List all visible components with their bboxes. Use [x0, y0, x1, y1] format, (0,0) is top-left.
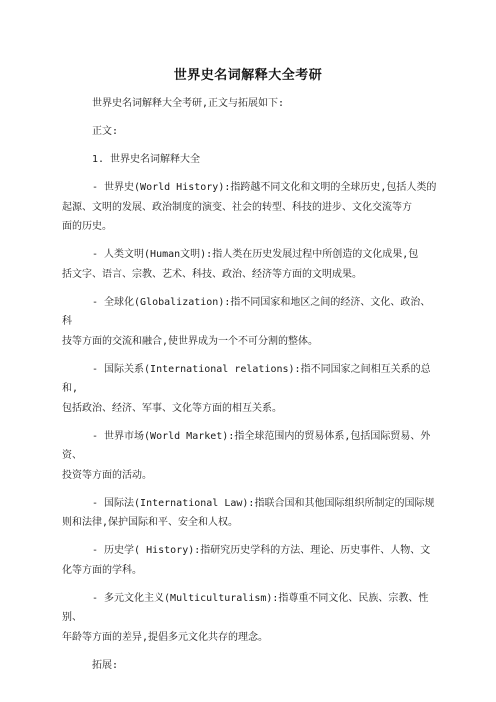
- paragraph: [62, 245, 440, 284]
- paragraph: [62, 427, 440, 486]
- paragraph-line: 包括政治、经济、军事、文化等方面的相互关系。: [62, 402, 282, 414]
- paragraph-line: - 世界市场(World Market):指全球范围内的贸易体系,包括国际贸易、外资、: [62, 430, 431, 461]
- paragraph-line: 正文:: [92, 126, 119, 137]
- paragraph: [62, 94, 440, 114]
- paragraph: [62, 178, 440, 237]
- paragraph: [62, 360, 440, 419]
- paragraph-line: - 国际关系(International relations):指不同国家之间相互关系的总和,: [62, 363, 431, 394]
- paragraph-line: - 国际法(International Law):指联合国和其他国际组织所制定的国际规: [92, 497, 435, 509]
- paragraph-line: 化等方面的学科。: [62, 564, 142, 576]
- paragraph-line: 技等方面的交流和融合,使世界成为一个不可分割的整体。: [62, 335, 319, 347]
- paragraph: [62, 122, 440, 142]
- paragraph: [62, 293, 440, 352]
- paragraph-line: 则和法律,保护国际和平、安全和人权。: [62, 517, 239, 528]
- paragraph-line: 投资等方面的活动。: [62, 469, 152, 481]
- paragraph-line: 拓展:: [92, 659, 119, 671]
- paragraph-line: 起源、文明的发展、政治制度的演变、社会的转型、科技的进步、文化交流等方: [62, 201, 412, 213]
- paragraph: [62, 494, 440, 533]
- paragraph: [62, 656, 440, 676]
- paragraph-line: 面的历史。: [62, 221, 112, 232]
- paragraph: [62, 541, 440, 580]
- document-title: 世界史名词解释大全考研: [173, 68, 323, 83]
- paragraph: [62, 150, 440, 170]
- paragraph-line: - 历史学( History):指研究历史学科的方法、理论、历史事件、人物、文: [92, 545, 431, 556]
- document-body: [62, 94, 440, 684]
- paragraph-line: 世界史名词解释大全考研,正文与拓展如下:: [92, 98, 285, 109]
- paragraph-line: - 全球化(Globalization):指不同国家和地区之间的经济、文化、政治、科: [62, 296, 431, 327]
- paragraph: [62, 589, 440, 648]
- paragraph-line: - 人类文明(Human文明):指人类在历史发展过程中所创造的文化成果,包: [92, 249, 419, 260]
- paragraph-line: 年龄等方面的差异,提倡多元文化共存的理念。: [62, 631, 269, 643]
- paragraph-line: 括文字、语言、宗教、艺术、科技、政治、经济等方面的文明成果。: [62, 268, 362, 280]
- paragraph-line: - 多元文化主义(Multiculturalism):指尊重不同文化、民族、宗教、性别、: [62, 592, 429, 623]
- paragraph-line: - 世界史(World History):指跨越不同文化和文明的全球历史,包括人类的: [92, 182, 437, 193]
- paragraph-line: 1. 世界史名词解释大全: [92, 154, 201, 165]
